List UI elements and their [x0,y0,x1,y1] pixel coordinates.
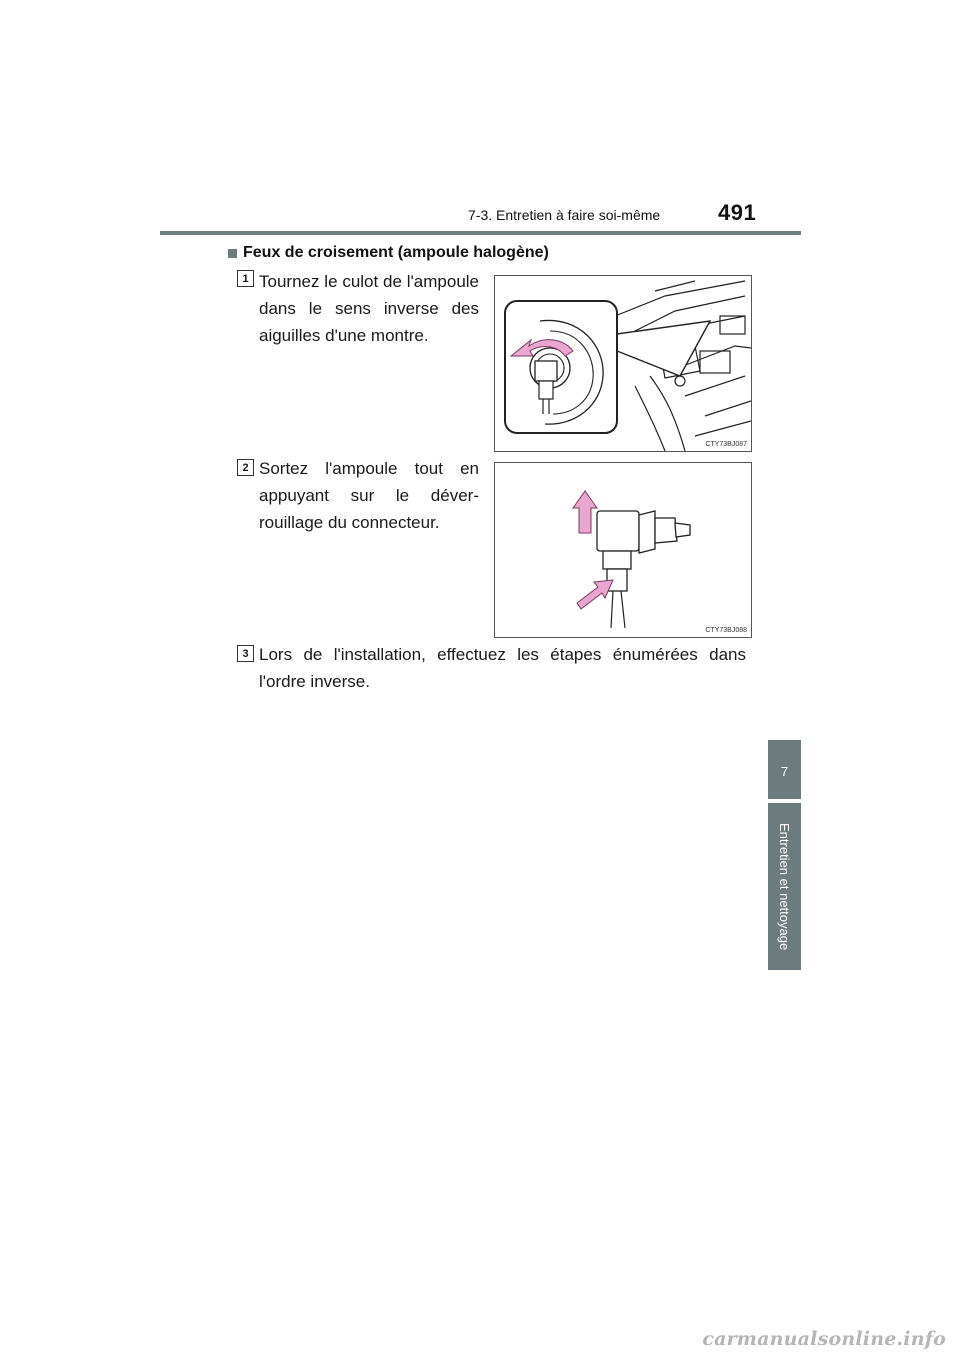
step-1-text: Tournez le culot de l'ampoule dans le sens inverse des aiguilles d'une montre. [259,272,479,345]
header-section-title: 7-3. Entretien à faire soi-même [468,207,661,223]
section-heading-text: Feux de croisement (ampoule halogène) [243,244,549,261]
bulb-illustration [495,463,751,637]
headlamp-illustration [495,276,751,451]
chapter-number: 7 [780,764,789,779]
chapter-tab-number [768,740,801,799]
figure-2-code: CTY73BJ088 [705,627,747,634]
square-bullet-icon [228,249,237,258]
chapter-tab-title [768,803,801,970]
page-number: 491 [718,200,757,225]
figure-bulb-removal [494,462,752,638]
step-1-badge: 1 [237,270,254,287]
section-heading [228,244,549,262]
step-3-text: Lors de l'installation, effectuez les étapes énumérées dans l'ordre inverse. [259,645,746,691]
step-2-badge: 2 [237,459,254,476]
footer-watermark: carmanualsonline.info [702,1328,946,1350]
figure-bulb-rotate [494,275,752,452]
step-2-text: Sortez l'ampoule tout en appuyant sur le déver-rouillage du connecteur. [259,459,479,532]
header-divider [160,231,801,235]
chapter-title: Entretien et nettoyage [777,822,792,951]
step-3-badge: 3 [237,645,254,662]
figure-1-code: CTY73BJ087 [705,441,747,448]
